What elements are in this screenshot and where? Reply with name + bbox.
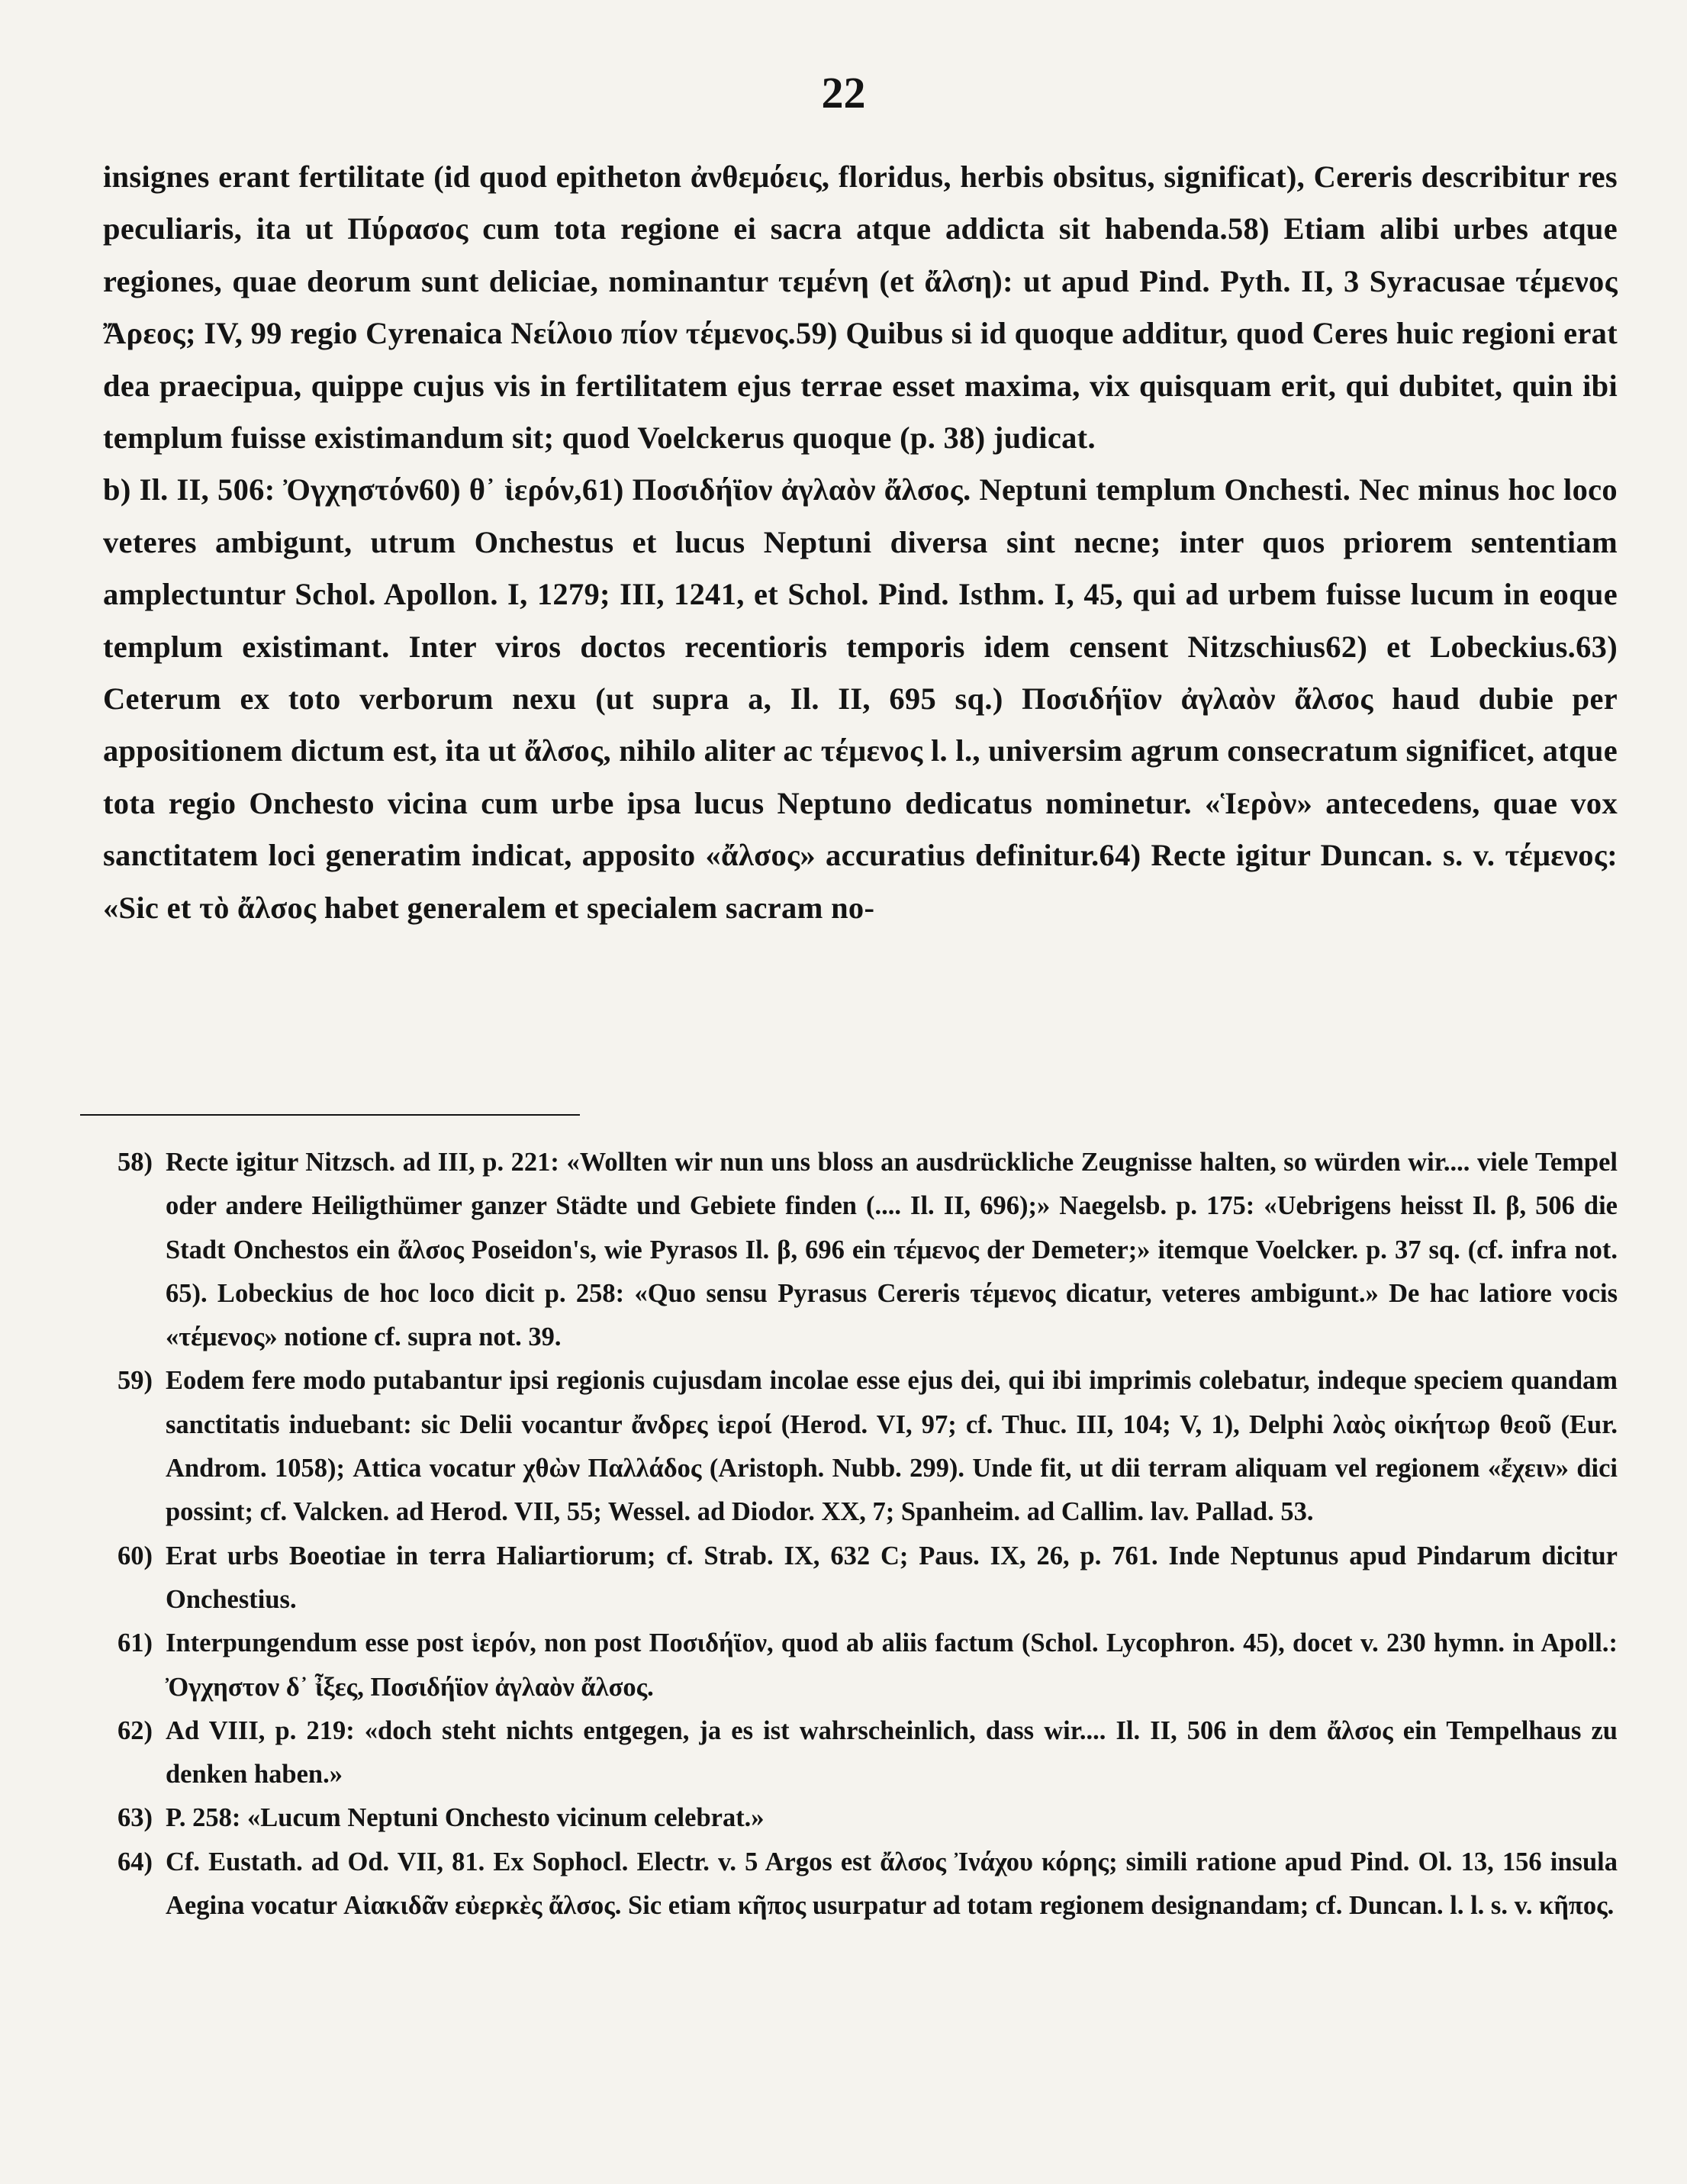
paragraph-a: insignes erant fertilitate (id quod epitheton ἀνθεμόεις, floridus, herbis obsitus, significat), Cereris describitur res peculiaris, ita ut Πύρασος cum tota regione ei sacra atque addicta sit habenda.58) Etiam alibi urbes atque regiones, quae deorum sunt deliciae, nominantur τεμένη (et ἄλση): ut apud Pind. Pyth. II, 3 Syracusae τέμενος Ἄρεος; IV, 99 regio Cyrenaica Νείλοιο πίον τέμενος.59) Quibus si id quoque additur, quod Ceres huic regioni erat dea praecipua, quippe cujus vis in fertilitatem ejus terrae esset maxima, vix quisquam erit, qui dubitet, quin ibi templum fuisse existimandum sit; quod Voelckerus quoque (p. 38) judicat. bbox=[103, 159, 1618, 456]
footnote-text: P. 258: «Lucum Neptuni Onchesto vicinum celebrat.» bbox=[166, 1803, 765, 1833]
footnote-number: 62) bbox=[118, 1715, 153, 1745]
footnote-61 bbox=[80, 1622, 1618, 1709]
main-text bbox=[103, 151, 1618, 934]
footnote-59 bbox=[80, 1359, 1618, 1534]
footnote-58 bbox=[80, 1141, 1618, 1359]
footnote-number: 63) bbox=[118, 1803, 153, 1833]
footnote-text: Recte igitur Nitzsch. ad III, p. 221: «Wollten wir nun uns bloss an ausdrückliche Zeugnisse halten, so würden wir.... viele Tempel oder andere Heiligthümer ganzer Städte und Gebiete finden (.... Il. II, 696);» Naegelsb. p. 175: «Uebrigens heisst Il. β, 506 die Stadt Onchestos ein ἄλσος Poseidon's, wie Pyrasos Il. β, 696 ein τέμενος der Demeter;» itemque Voelcker. p. 37 sq. (cf. infra not. 65). Lobeckius de hoc loco dicit p. 258: «Quo sensu Pyrasus Cereris τέμενος dicatur, veteres ambigunt.» De hac latiore vocis «τέμενος» notione cf. supra not. 39. bbox=[166, 1148, 1618, 1352]
footnote-64 bbox=[80, 1841, 1618, 1928]
footnotes bbox=[80, 1141, 1618, 1928]
footnote-text: Cf. Eustath. ad Od. VII, 81. Ex Sophocl. Electr. v. 5 Argos est ἄλσος Ἰνάχου κόρης; simili ratione apud Pind. Ol. 13, 156 insula Aegina vocatur Αἰακιδᾶν εὐερκὲς ἄλσος. Sic etiam κῆπος usurpatur ad totam regionem designandam; cf. Duncan. l. l. s. v. κῆπος. bbox=[166, 1847, 1618, 1921]
page-number: 22 bbox=[821, 68, 866, 118]
footnote-number: 59) bbox=[118, 1366, 153, 1396]
paragraph-b: b) Il. II, 506: Ὀγχηστόν60) θ᾽ ἱερόν,61) Ποσιδήϊον ἀγλαὸν ἄλσος. Neptuni templum Onchesti. Nec minus hoc loco veteres ambigunt, utrum Onchestus et lucus Neptuni diversa sint necne; inter quos priorem sententiam amplectuntur Schol. Apollon. I, 1279; III, 1241, et Schol. Pind. Isthm. I, 45, qui ad urbem fuisse lucum in eoque templum existimant. Inter viros doctos recentioris temporis idem censent Nitzschius62) et Lobeckius.63) Ceterum ex toto verborum nexu (ut supra a, Il. II, 695 sq.) Ποσιδήϊον ἀγλαὸν ἄλσος haud dubie per appositionem dictum est, ita ut ἄλσος, nihilo aliter ac τέμενος l. l., universim agrum consecratum significet, atque tota regio Onchesto vicina cum urbe ipsa lucus Neptuno dedicatus nominetur. «Ἱερὸν» antecedens, quae vox sanctitatem loci generatim indicat, apposito «ἄλσος» accuratius definitur.64) Recte igitur Duncan. s. v. τέμενος: «Sic et τὸ ἄλσος habet generalem et specialem sacram no- bbox=[103, 472, 1618, 925]
footnote-number: 64) bbox=[118, 1847, 153, 1876]
footnote-text: Interpungendum esse post ἱερόν, non post Ποσιδήϊον, quod ab aliis factum (Schol. Lycophron. 45), docet v. 230 hymn. in Apoll.: Ὀγχηστον δ᾽ ἶξες, Ποσιδήϊον ἀγλαὸν ἄλσος. bbox=[166, 1628, 1618, 1702]
footnote-62 bbox=[80, 1709, 1618, 1797]
footnote-number: 60) bbox=[118, 1541, 153, 1570]
footnote-text: Erat urbs Boeotiae in terra Haliartiorum; cf. Strab. IX, 632 C; Paus. IX, 26, p. 761. Inde Neptunus apud Pindarum dicitur Onchestius. bbox=[166, 1541, 1618, 1614]
footnote-text: Ad VIII, p. 219: «doch steht nichts entgegen, ja es ist wahrscheinlich, dass wir.... Il. II, 506 in dem ἄλσος ein Tempelhaus zu denken haben.» bbox=[166, 1715, 1618, 1789]
footnote-number: 58) bbox=[118, 1148, 153, 1177]
footnote-rule bbox=[80, 1114, 580, 1116]
footnote-text: Eodem fere modo putabantur ipsi regionis cujusdam incolae esse ejus dei, qui ibi imprimis colebatur, indeque speciem quandam sanctitatis induebant: sic Delii vocantur ἄνδρες ἱεροί (Herod. VI, 97; cf. Thuc. III, 104; V, 1), Delphi λαὸς οἰκήτωρ θεοῦ (Eur. Androm. 1058); Attica vocatur χθὼν Παλλάδος (Aristoph. Nubb. 299). Unde fit, ut dii terram aliquam vel regionem «ἔχειν» dici possint; cf. Valcken. ad Herod. VII, 55; Wessel. ad Diodor. XX, 7; Spanheim. ad Callim. lav. Pallad. 53. bbox=[166, 1366, 1618, 1527]
footnote-60 bbox=[80, 1535, 1618, 1622]
footnote-number: 61) bbox=[118, 1628, 153, 1658]
footnote-63 bbox=[80, 1796, 1618, 1840]
